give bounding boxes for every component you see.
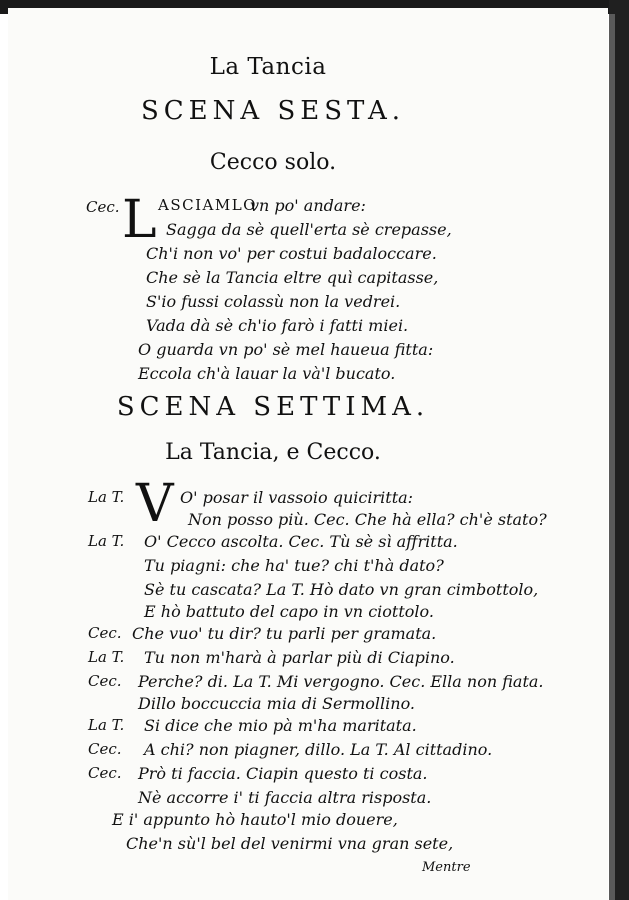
verse-line: Sè tu cascata? La T. Hò dato vn gran cimbottolo, [144,580,539,599]
speaker-label: Cec. [88,672,122,690]
speaker-label: La T. [88,488,125,506]
verse-line: O' Cecco ascolta. Cec. Tù sè sì affritta. [144,532,458,551]
speaker-label: La T. [88,532,125,550]
drop-cap: V [136,474,174,534]
verse-line: Eccola ch'à lauar la và'l bucato. [138,364,396,383]
verse-line: Non posso più. Cec. Che hà ella? ch'è stato? [188,510,547,529]
verse-line: E i' appunto hò hauto'l mio douere, [112,810,398,829]
caps-word: ASCIAMLO [158,196,257,214]
speaker-label: La T. [88,716,125,734]
verse-line: vn po' andare: [250,196,366,215]
scene-title-settima: SCENA SETTIMA. [116,392,430,422]
speaker-label: Cec. [88,624,122,642]
verse-line: Tu piagni: che ha' tue? chi t'hà dato? [144,556,444,575]
speaker-label: Cec. [86,198,120,216]
speaker-label: Cec. [88,764,122,782]
verse-line: Prò ti faccia. Ciapin questo ti costa. [138,764,428,783]
scene-title-sesta: SCENA SESTA. [140,96,406,126]
verse-line: Che'n sù'l bel del venirmi vna gran sete, [126,834,454,853]
book-page [8,8,608,900]
verse-line: Dillo boccuccia mia di Sermollino. [138,694,415,713]
verse-line: Che sè la Tancia eltre quì capitasse, [146,268,439,287]
verse-line: Ch'i non vo' per costui badaloccare. [146,244,437,263]
verse-line: Si dice che mio pà m'ha maritata. [144,716,417,735]
verse-line: Tu non m'harà à parlar più di Ciapino. [144,648,455,667]
catchword: Mentre [422,860,471,875]
scene-subtitle-settima: La Tancia, e Cecco. [165,440,381,465]
scene-subtitle-sesta: Cecco solo. [209,150,337,175]
verse-line: O' posar il vassoio quiciritta: [180,488,414,507]
verse-line: A chi? non piagner, dillo. La T. Al cittadino. [144,740,493,759]
verse-line: O guarda vn po' sè mel haueua fitta: [138,340,434,359]
verse-line: E hò battuto del capo in vn ciottolo. [144,602,434,621]
verse-line: Nè accorre i' ti faccia altra risposta. [138,788,432,807]
verse-line: Perche? di. La T. Mi vergogno. Cec. Ella non fiata. [138,672,544,691]
verse-line: S'io fussi colassù non la vedrei. [146,292,401,311]
verse-line: Vada dà sè ch'io farò i fatti miei. [146,316,409,335]
running-head: La Tancia [209,54,327,80]
page-edge-shadow [609,14,615,900]
drop-cap: L [122,190,157,250]
speaker-label: Cec. [88,740,122,758]
verse-line: Sagga da sè quell'erta sè crepasse, [166,220,452,239]
verse-line: Che vuo' tu dir? tu parli per gramata. [132,624,437,643]
speaker-label: La T. [88,648,125,666]
